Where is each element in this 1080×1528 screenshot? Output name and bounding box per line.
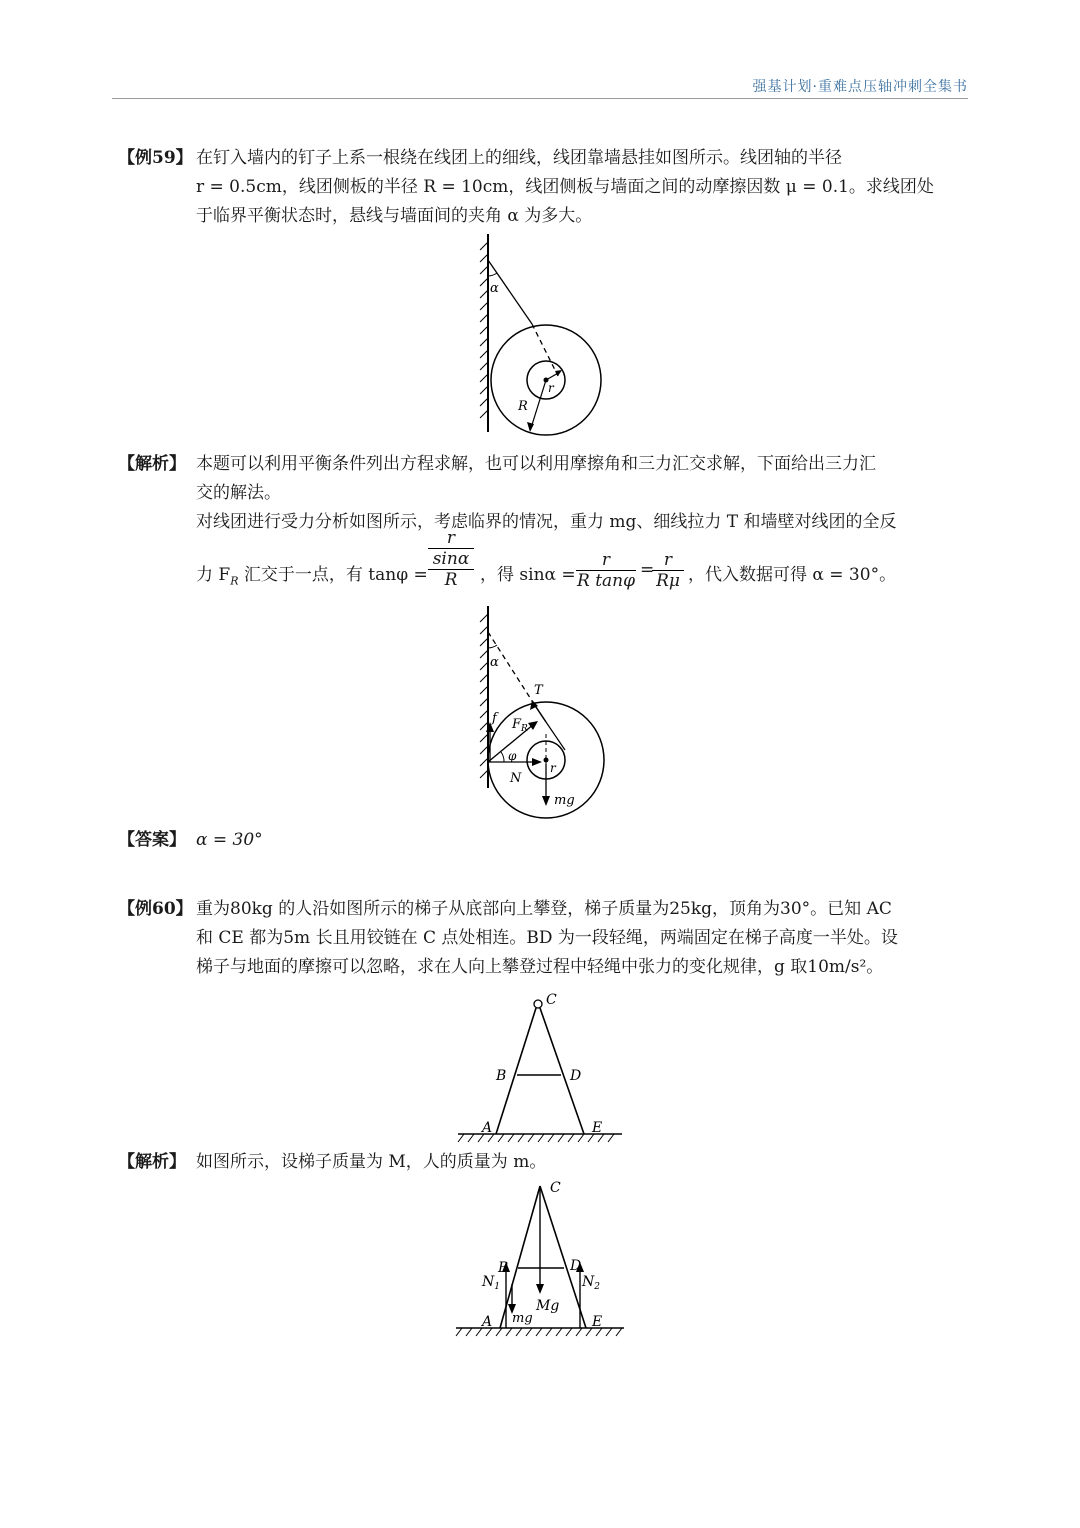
- example-60-tag: 【例60】: [118, 899, 193, 919]
- force-FR-label: [511, 717, 528, 734]
- frac2-num: r: [601, 550, 611, 570]
- answer-59-tag: 【答案】: [118, 830, 186, 850]
- solution-60: [118, 1148, 968, 1177]
- ladder2-B-label: B: [498, 1260, 509, 1276]
- ladder2-N2-main: N: [582, 1274, 595, 1290]
- force-diagram: [470, 604, 620, 826]
- formula-mid2: ，得 sinα =: [480, 565, 576, 585]
- example-59: [118, 144, 968, 231]
- frac3-den: Rμ: [656, 571, 680, 591]
- ladder2-N2-label: [581, 1274, 600, 1292]
- ladder2-N1-label: [481, 1274, 500, 1292]
- solution-59-tag: 【解析】: [118, 454, 186, 474]
- force-mg-label: mg: [554, 793, 575, 808]
- spool-R-label: R: [518, 399, 528, 414]
- spool-alpha-label: α: [490, 281, 499, 296]
- force-alpha-label: α: [490, 655, 499, 670]
- ladder-C-label: C: [546, 992, 557, 1008]
- force-FR-main: F: [512, 717, 522, 732]
- example-59-line3: 于临界平衡状态时，悬线与墙面间的夹角 α 为多大。: [196, 206, 593, 226]
- formula-prefix-sub: R: [230, 574, 239, 588]
- solution-60-line1: 如图所示，设梯子质量为 M，人的质量为 m。: [196, 1152, 547, 1172]
- solution-59-line2: 交的解法。: [196, 483, 281, 503]
- ladder2-N1-main: N: [482, 1274, 495, 1290]
- example-59-tag: 【例59】: [118, 148, 193, 168]
- spool-r-label: r: [548, 381, 554, 395]
- ladder-force-diagram: [454, 1176, 628, 1342]
- ladder-B-label: B: [496, 1068, 507, 1084]
- force-phi-label: φ: [508, 749, 517, 763]
- force-N-label: N: [510, 771, 522, 786]
- force-r-label: r: [550, 761, 556, 775]
- force-T-label: T: [534, 683, 543, 698]
- answer-59-value: α = 30°: [196, 830, 263, 850]
- ladder2-mg-label: mg: [512, 1311, 533, 1326]
- force-f-label: f: [492, 711, 497, 726]
- formula-prefix: 力 F: [196, 565, 231, 585]
- ladder2-E-label: E: [592, 1314, 603, 1330]
- ladder2-A-label: A: [482, 1314, 493, 1330]
- answer-59: [118, 826, 968, 855]
- frac1-top-den: sinα: [432, 549, 470, 569]
- frac1-den: R: [444, 570, 458, 590]
- force-FR-sub: R: [521, 724, 528, 734]
- ladder-E-label: E: [592, 1120, 603, 1136]
- solution-59-line1: 本题可以利用平衡条件列出方程求解，也可以利用摩擦角和三力汇交求解，下面给出三力汇: [196, 454, 876, 474]
- solution-59: [118, 450, 968, 537]
- spool-diagram: [470, 232, 620, 442]
- header-title: 强基计划·重难点压轴冲刺全集书: [752, 79, 968, 95]
- example-60-line3: 梯子与地面的摩擦可以忽略，求在人向上攀登过程中轻绳中张力的变化规律，g 取10m/s²。: [196, 957, 884, 977]
- example-60-line2: 和 CE 都为5m 长且用铰链在 C 点处相连。BD 为一段轻绳，两端固定在梯子高度一半处。设: [196, 928, 898, 948]
- fraction-r-over-Rmu: [652, 550, 684, 591]
- formula-mid1: 汇交于一点，有 tanφ =: [238, 565, 428, 585]
- example-60: [118, 895, 968, 982]
- ladder-D-label: D: [570, 1068, 582, 1084]
- ladder2-N1-sub: 1: [494, 1282, 500, 1292]
- header-rule: [112, 98, 968, 99]
- ladder2-C-label: C: [550, 1180, 561, 1196]
- ladder-diagram: [456, 984, 626, 1144]
- formula-eq: =: [640, 560, 655, 580]
- solution-60-tag: 【解析】: [118, 1152, 186, 1172]
- example-60-line1: 重为80kg 的人沿如图所示的梯子从底部向上攀登，梯子质量为25kg，顶角为30°。已知 AC: [196, 899, 892, 919]
- frac3-num: r: [663, 550, 673, 570]
- fraction-sin-alpha: [576, 550, 636, 591]
- formula-suffix: ，代入数据可得 α = 30°。: [688, 565, 897, 585]
- ladder2-D-label: D: [570, 1258, 582, 1274]
- ladder2-Mg-label: Mg: [536, 1298, 560, 1314]
- frac1-top-num: r: [446, 528, 456, 548]
- example-59-line1: 在钉入墙内的钉子上系一根绕在线团上的细线，线团靠墙悬挂如图所示。线团轴的半径: [196, 148, 842, 168]
- fraction-tan-phi: [428, 528, 474, 590]
- ladder-A-label: A: [482, 1120, 493, 1136]
- example-59-line2: r = 0.5cm，线团侧板的半径 R = 10cm，线团侧板与墙面之间的动摩擦因数 μ = 0.1。求线团处: [196, 177, 934, 197]
- frac2-den: R tanφ: [576, 571, 636, 591]
- solution-59-line3: 对线团进行受力分析如图所示，考虑临界的情况，重力 mg、细线拉力 T 和墙壁对线团的全反: [196, 512, 897, 532]
- ladder2-N2-sub: 2: [594, 1282, 600, 1292]
- solution-59-formula: [196, 528, 976, 608]
